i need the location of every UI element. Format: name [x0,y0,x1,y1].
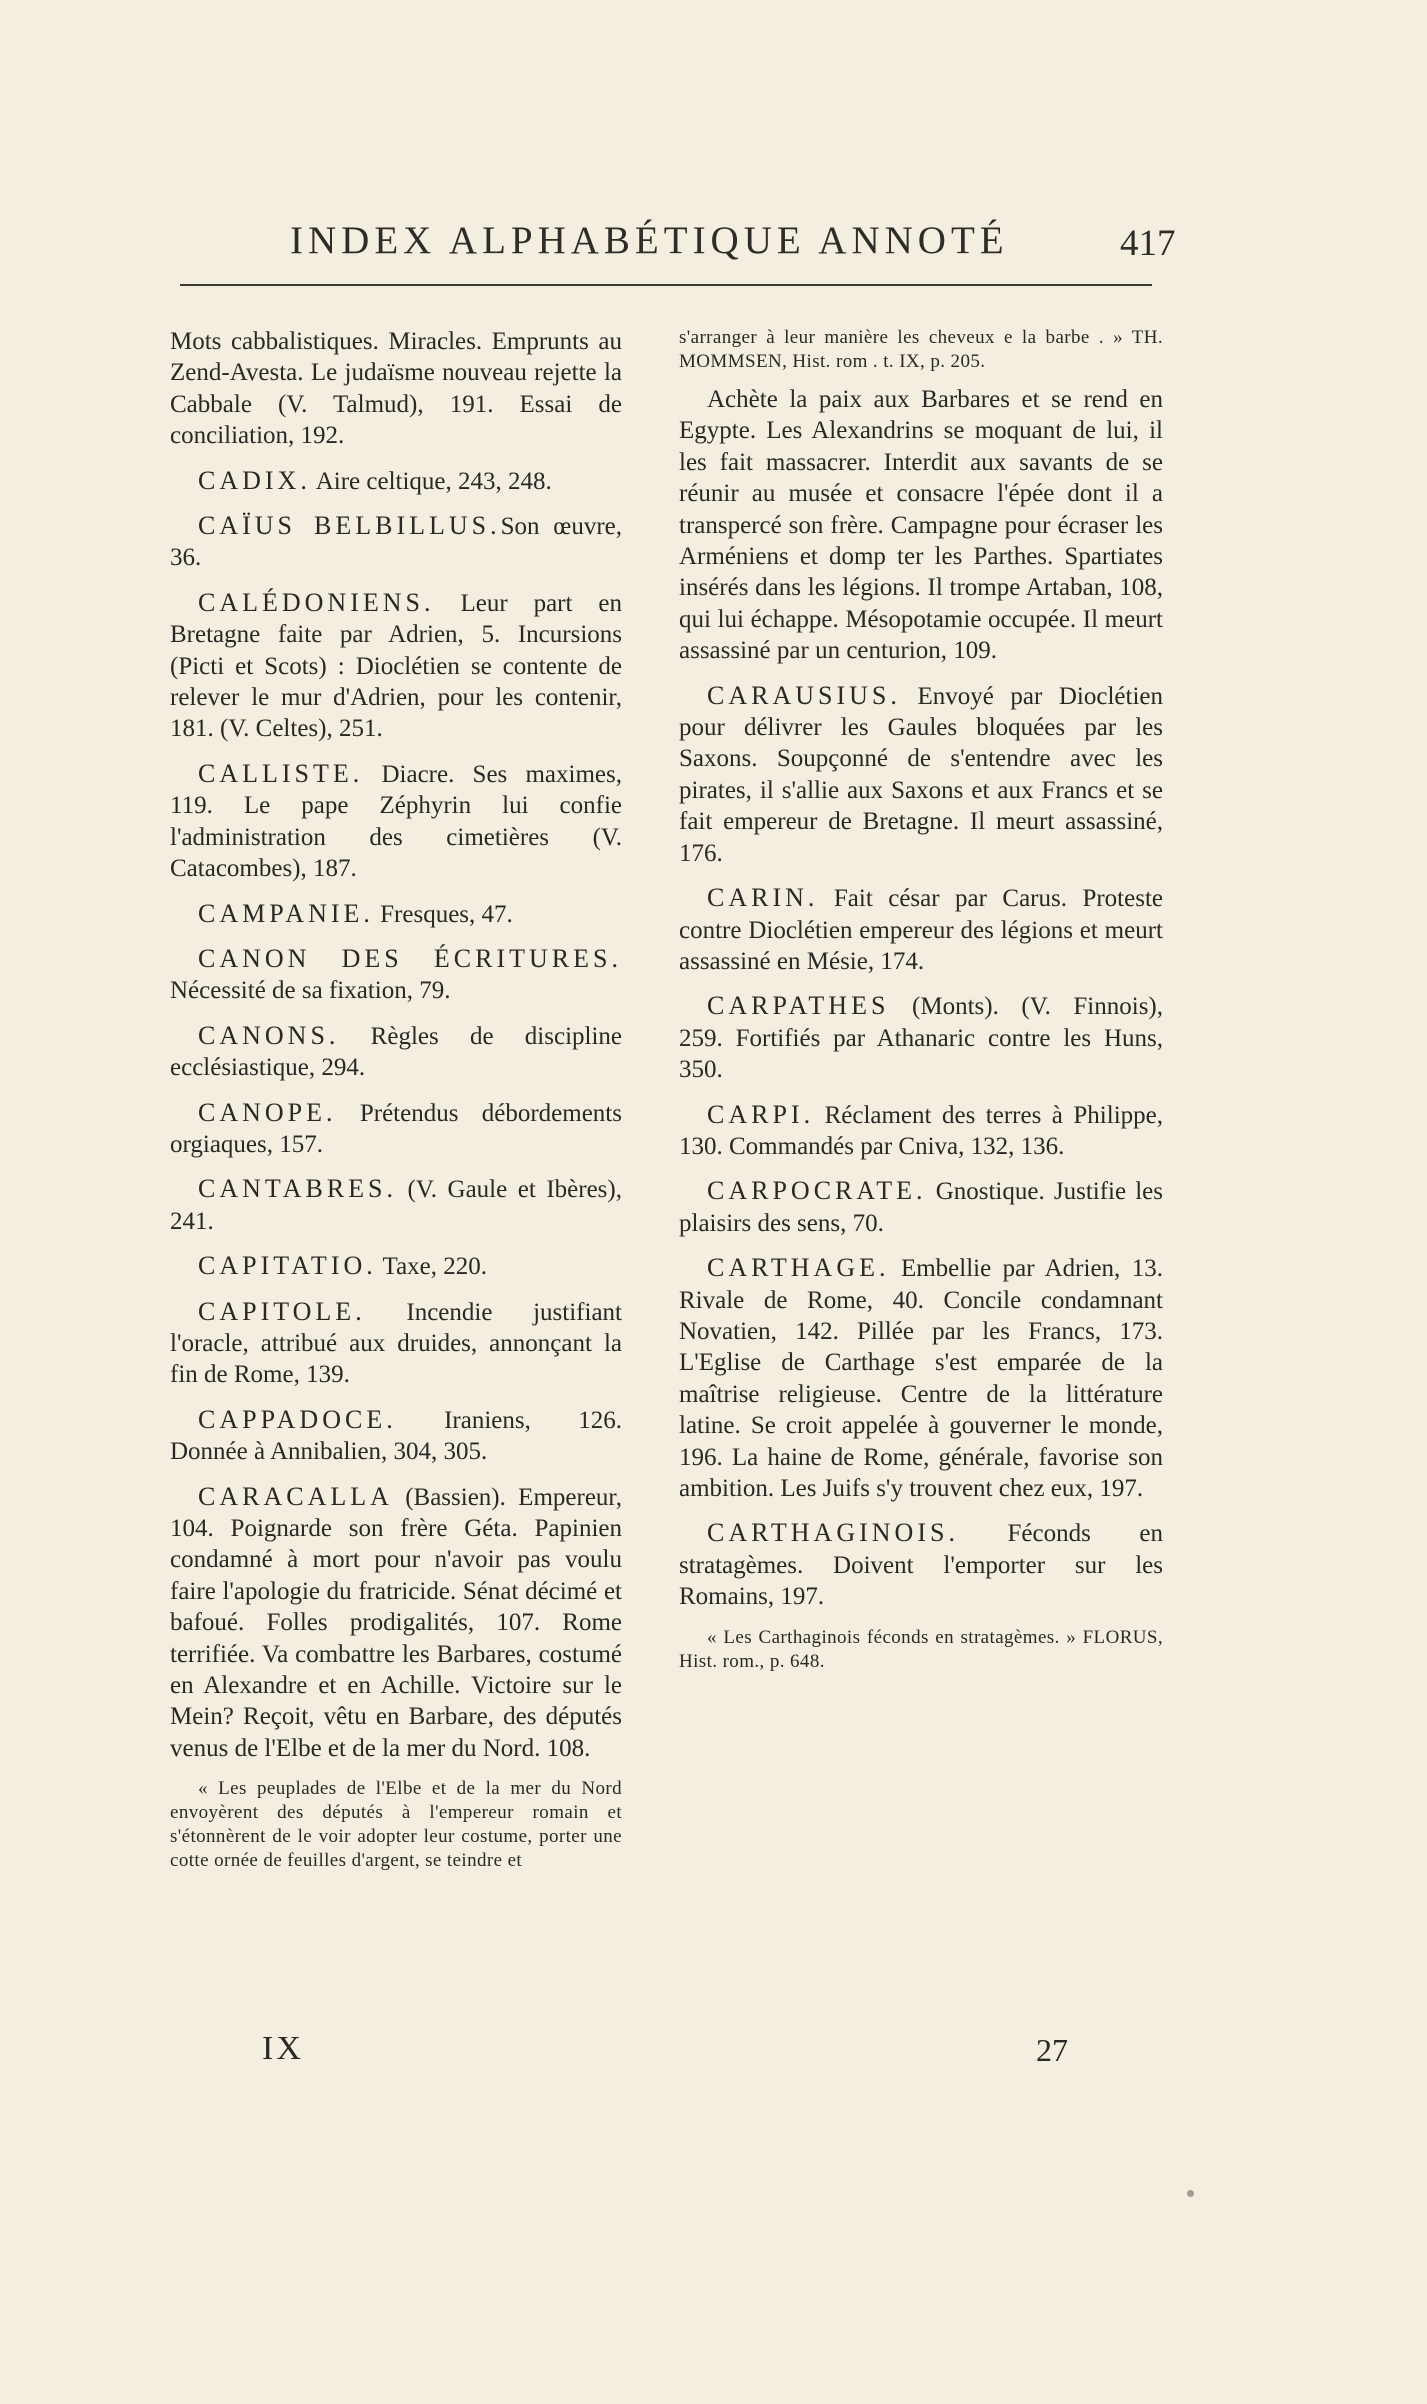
entry-head: CANONS. [198,1020,340,1050]
entry-text: Incendie justifiant l'oracle, attribué aux druides, annonçant la fin de Rome, 139. [170,1298,622,1389]
entry-head: CAPPADOCE. [198,1404,397,1434]
entry-text: Règles de discipline ecclésiastique, 294. [170,1022,622,1082]
header-rule [180,284,1152,286]
entry-text: Fait césar par Carus. Proteste contre Dioclétien empereur des légions et meurt assassiné en Mésie, 174. [679,885,1163,975]
index-entry [679,1517,1163,1612]
entry-head: CADIX. [198,465,311,495]
entry-text: Réclament des terres à Philippe, 130. Commandés par Cniva, 132, 136. [679,1101,1163,1160]
entry-head: CANTABRES. [198,1174,397,1204]
entry-text: (Monts). (V. Finnois), 259. Fortifiés par Athanaric contre les Huns, 350. [679,993,1163,1084]
footnote-quote: « Les peuplades de l'Elbe et de la mer du Nord envoyèrent des députés à l'empereur romain et s'étonnèrent de le voir adopter leur costume, porter une cotte ornée de feuilles d'argent, se teindre et [170,1778,622,1872]
entry-head: CARPATHES [707,991,890,1021]
index-entry [170,943,622,1007]
index-entry [170,510,622,574]
entry-text: Aire celtique, 243, 248. [310,467,552,495]
entry-text: Iraniens, 126. Donnée à Annibalien, 304, 305. [170,1406,622,1466]
entry-head: CARPI. [707,1099,815,1129]
index-entry [170,1020,622,1084]
entry-head: CAPITOLE. [198,1296,366,1326]
entry-head: CANON DES ÉCRITURES. [198,943,622,973]
index-entry [679,882,1163,977]
footnote-continuation: s'arranger à leur manière les cheveux e la barbe . » TH. MOMMSEN, Hist. rom . t. IX, p. 205. [679,327,1163,372]
entry-text: Féconds en stratagèmes. Doivent l'emporter sur les Romains, 197. [679,1520,1163,1611]
index-entry [170,587,622,745]
index-entry [170,1173,622,1237]
index-entry [679,1099,1163,1163]
right-column [679,326,1163,1684]
entry-head: CAMPANIE. [198,898,374,928]
index-entry [170,1404,622,1468]
entry-text: Prétendus débordements orgiaques, 157. [170,1099,622,1158]
index-entry [170,898,622,930]
entry-text: Diacre. Ses maximes, 119. Le pape Zéphyrin lui confie l'administration des cimetières (V. Catacombes), 187. [170,760,622,883]
entry-text: Fresques, 47. [373,900,513,928]
page-title: INDEX ALPHABÉTIQUE ANNOTÉ [290,219,1009,262]
entry-text: Leur part en Bretagne faite par Adrien, 5. Incursions (Picti et Scots) : Dioclétien se contente de relever le mur d'Adrien, pour les contenir, 181. (V. Celtes), 251. [170,589,622,743]
index-entry [170,465,622,497]
index-entry [170,758,622,885]
paper-speck [1187,2190,1194,2197]
index-entry [679,680,1163,869]
entry-text: Son œuvre, 36. [170,513,622,572]
entry-head: CANOPE. [198,1097,337,1127]
entry-text: (V. Gaule et Ibères), 241. [170,1176,622,1235]
entry-text: (Bassien). Empereur, 104. Poignarde son frère Géta. Papinien condamné à mort pour n'avoir pas voulu faire l'apologie du fratricide. Sénat décimé et bafoué. Folles prodigalités, 107. Rome terrifiée. Va combattre les Barbares, costumé en Alexandre et en Achille. Victoire sur le Mein? Reçoit, vêtu en Barbare, des députés venus de l'Elbe et de la mer du Nord. 108. [170,1483,622,1762]
left-column [170,326,622,1883]
entry-head: CAPITATIO. [198,1251,377,1281]
index-entry [679,1252,1163,1504]
index-entry [679,990,1163,1085]
footnote-quote: « Les Carthaginois féconds en stratagèmes. » FLORUS, Hist. rom., p. 648. [679,1626,1163,1672]
entry-text: Gnostique. Justifie les plaisirs des sens, 70. [679,1178,1163,1237]
continuation-text: Mots cabbalistiques. Miracles. Emprunts au Zend-Avesta. Le judaïsme nouveau rejette la Cabbale (V. Talmud), 191. Essai de conciliation, 192. [170,328,622,450]
entry-head: CARTHAGINOIS. [707,1518,959,1548]
entry-text: Taxe, 220. [376,1253,488,1281]
running-header [180,218,1176,268]
continuation-text: Achète la paix aux Barbares et se rend en Egypte. Les Alexandrins se moquant de lui, il les fait massacrer. Interdit aux savants de se réunir au musée et consacre l'épée dont il a transpercé son frère. Campagne pour écraser les Arméniens et domp ter les Parthes. Spartiates insérés dans les légions. Il trompe Artaban, 108, qui lui échappe. Mésopotamie occupée. Il meurt assassiné par un centurion, 109. [679,386,1163,665]
entry-head: CALLISTE. [198,758,364,788]
page-number: 417 [1120,223,1176,264]
index-entry [679,1175,1163,1239]
entry-head: CALÉDONIENS. [198,587,435,617]
entry-head: CARIN. [707,883,819,913]
index-entry [170,1296,622,1391]
entry-text: Envoyé par Dioclétien pour délivrer les Gaules bloquées par les Saxons. Soupçonné de s'entendre avec les pirates, il s'allie aux Saxons et aux Francs et se fait empereur de Bretagne. Il meurt assassiné, 176. [679,682,1163,867]
entry-head: CARTHAGE. [707,1253,890,1283]
signature-mark: IX [262,2030,304,2067]
entry-head: CARAUSIUS. [707,680,901,710]
index-entry [170,1481,622,1765]
sheet-number: 27 [1036,2032,1068,2068]
entry-text: Embellie par Adrien, 13. Rivale de Rome, 40. Concile condamnant Novatien, 142. Pillée par les Francs, 173. L'Eglise de Carthage s'est emparée de la maîtrise religieuse. Centre de la littérature latine. Se croit appelée à gouverner le monde, 196. La haine de Rome, générale, favorise son ambition. Les Juifs s'y trouvent chez eux, 197. [679,1255,1163,1502]
index-entry [170,1250,622,1282]
entry-text: Nécessité de sa fixation, 79. [170,977,451,1005]
entry-head: CARACALLA [198,1481,393,1511]
index-entry [170,1097,622,1161]
entry-head: CAÏUS BELBILLUS. [198,511,501,541]
entry-head: CARPOCRATE. [707,1176,927,1206]
